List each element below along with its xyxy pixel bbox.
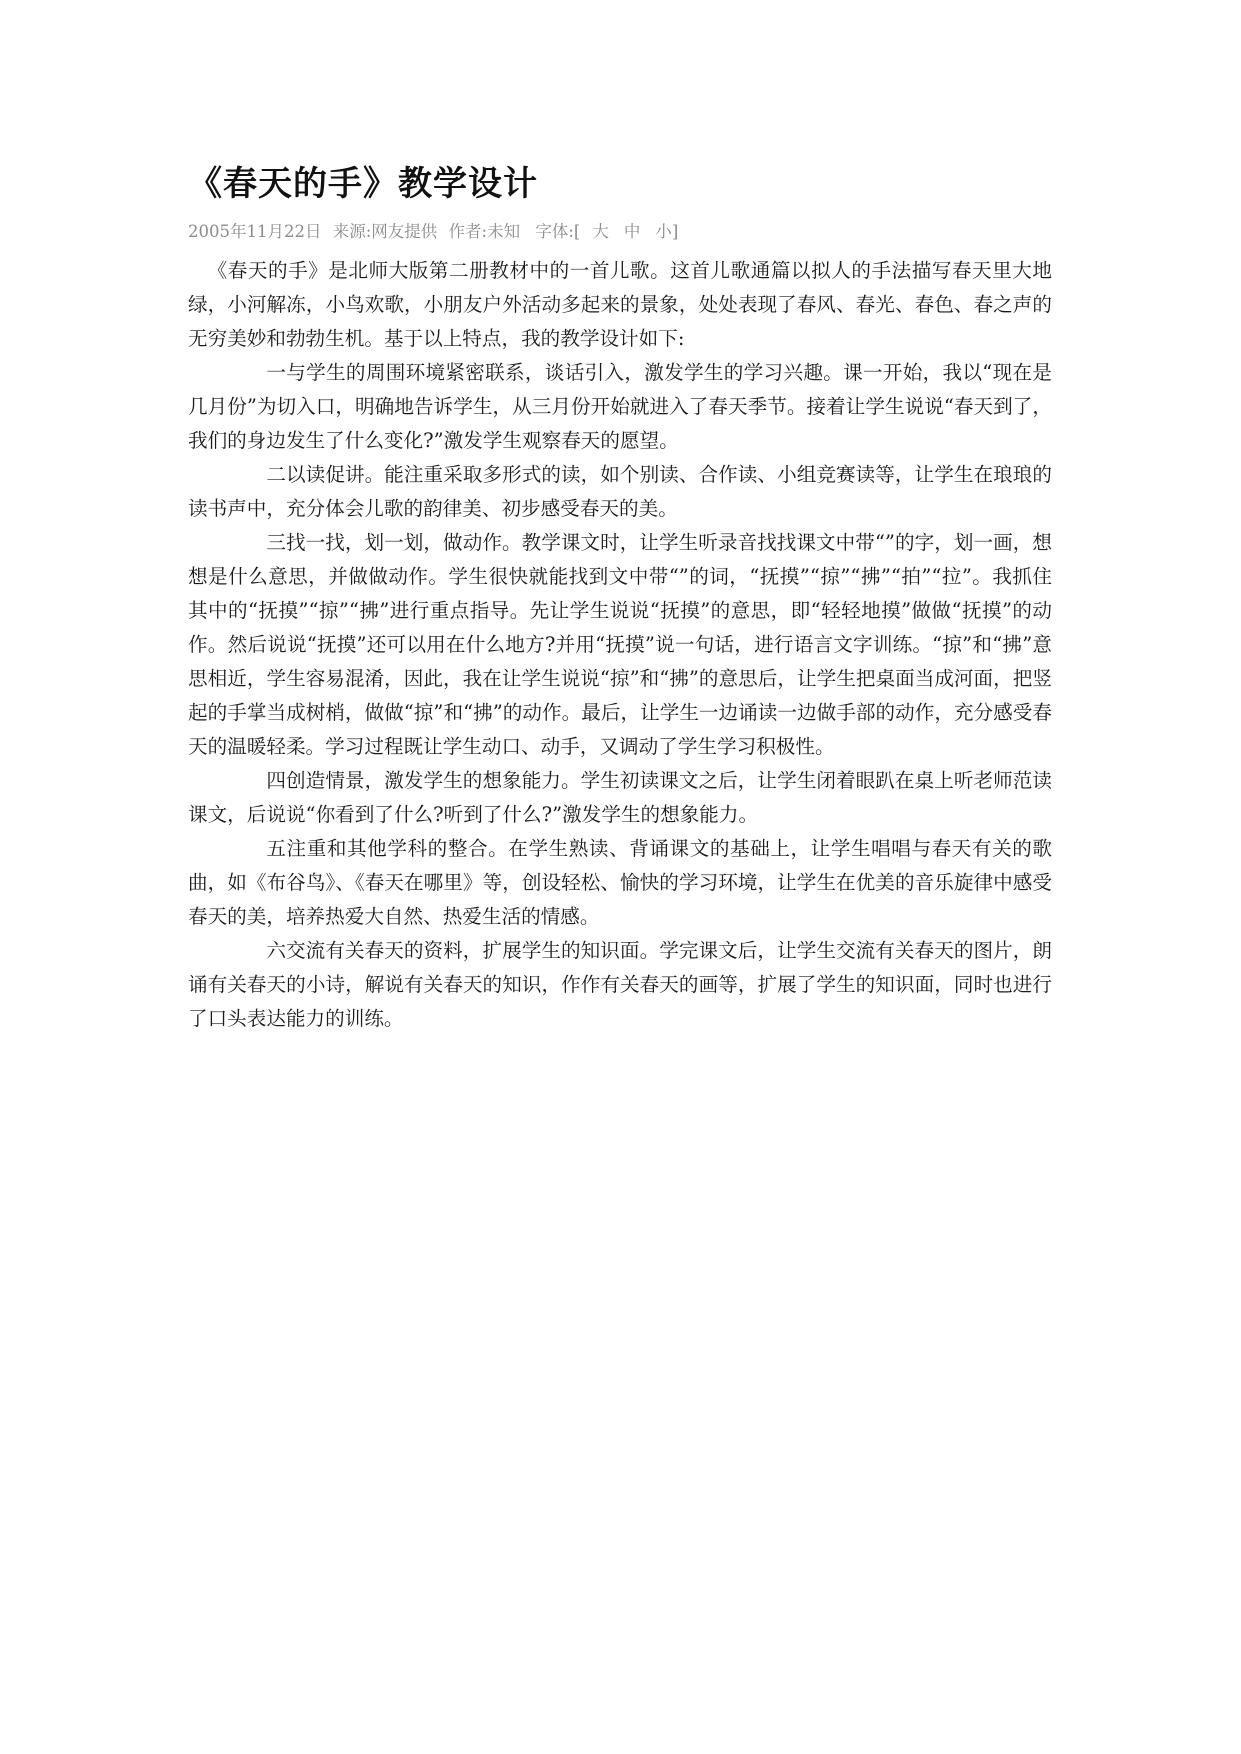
paragraph-intro: 《春天的手》是北师大版第二册教材中的一首儿歌。这首儿歌通篇以拟人的手法描写春天里大地绿，小河解冻，小鸟欢歌，小朋友户外活动多起来的景象，处处表现了春风、春光、春色、春之声的无穷美妙和勃勃生机。基于以上特点，我的教学设计如下: xyxy=(188,259,1052,350)
font-size-label: 字体:[ xyxy=(535,222,581,241)
paragraph-step-4: 四创造情景，激发学生的想象能力。学生初读课文之后，让学生闭着眼趴在桌上听老师范读课文，后说说“你看到了什么?听到了什么?”激发学生的想象能力。 xyxy=(188,769,1052,826)
paragraph-step-1: 一与学生的周围环境紧密联系，谈话引入，激发学生的学习兴趣。课一开始，我以“现在是几月份”为切入口，明确地告诉学生，从三月份开始就进入了春天季节。接着让学生说说“春天到了，我们的身边发生了什么变化?”激发学生观察春天的愿望。 xyxy=(188,361,1052,452)
source-label: 来源:网友提供 xyxy=(332,222,438,241)
paragraph-step-6: 六交流有关春天的资料，扩展学生的知识面。学完课文后，让学生交流有关春天的图片，朗诵有关春天的小诗，解说有关春天的知识，作作有关春天的画等，扩展了学生的知识面，同时也进行了口头表达能力的训练。 xyxy=(188,939,1052,1030)
paragraph-step-5: 五注重和其他学科的整合。在学生熟读、背诵课文的基础上，让学生唱唱与春天有关的歌曲，如《布谷鸟》、《春天在哪里》等，创设轻松、愉快的学习环境，让学生在优美的音乐旋律中感受春天的美，培养热爱大自然、热爱生活的情感。 xyxy=(188,837,1052,928)
font-size-medium-button[interactable]: 中 xyxy=(623,222,641,241)
article-title: 《春天的手》教学设计 xyxy=(188,164,538,204)
paragraph-step-3: 三找一找，划一划，做动作。教学课文时，让学生听录音找找课文中带“”的字，划一画，想想是什么意思，并做做动作。学生很快就能找到文中带“”的词，“抚摸”“掠”“拂”“拍”“拉”。我抓住其中的“抚摸”“掠”“拂”进行重点指导。先让学生说说“抚摸”的意思，即“轻轻地摸”做做“抚摸”的动作。然后说说“抚摸”还可以用在什么地方?并用“抚摸”说一句话，进行语言文字训练。“掠”和“拂”意思相近，学生容易混淆，因此，我在让学生说说“掠”和“拂”的意思后，让学生把桌面当成河面，把竖起的手掌当成树梢，做做“掠”和“拂”的动作。最后，让学生一边诵读一边做手部的动作，充分感受春天的温暖轻柔。学习过程既让学生动口、动手，又调动了学生学习积极性。 xyxy=(188,531,1052,758)
font-size-large-button[interactable]: 大 xyxy=(592,222,609,241)
author-label: 作者:未知 xyxy=(448,222,521,241)
publish-date: 2005年11月22日 xyxy=(188,222,322,241)
font-size-selector xyxy=(535,222,687,241)
article-meta xyxy=(188,218,693,246)
article-body xyxy=(188,254,1052,1036)
paragraph-step-2: 二以读促讲。能注重采取多形式的读，如个别读、合作读、小组竞赛读等，让学生在琅琅的读书声中，充分体会儿歌的韵律美、初步感受春天的美。 xyxy=(188,463,1052,520)
font-size-small-button[interactable]: 小] xyxy=(655,222,679,241)
